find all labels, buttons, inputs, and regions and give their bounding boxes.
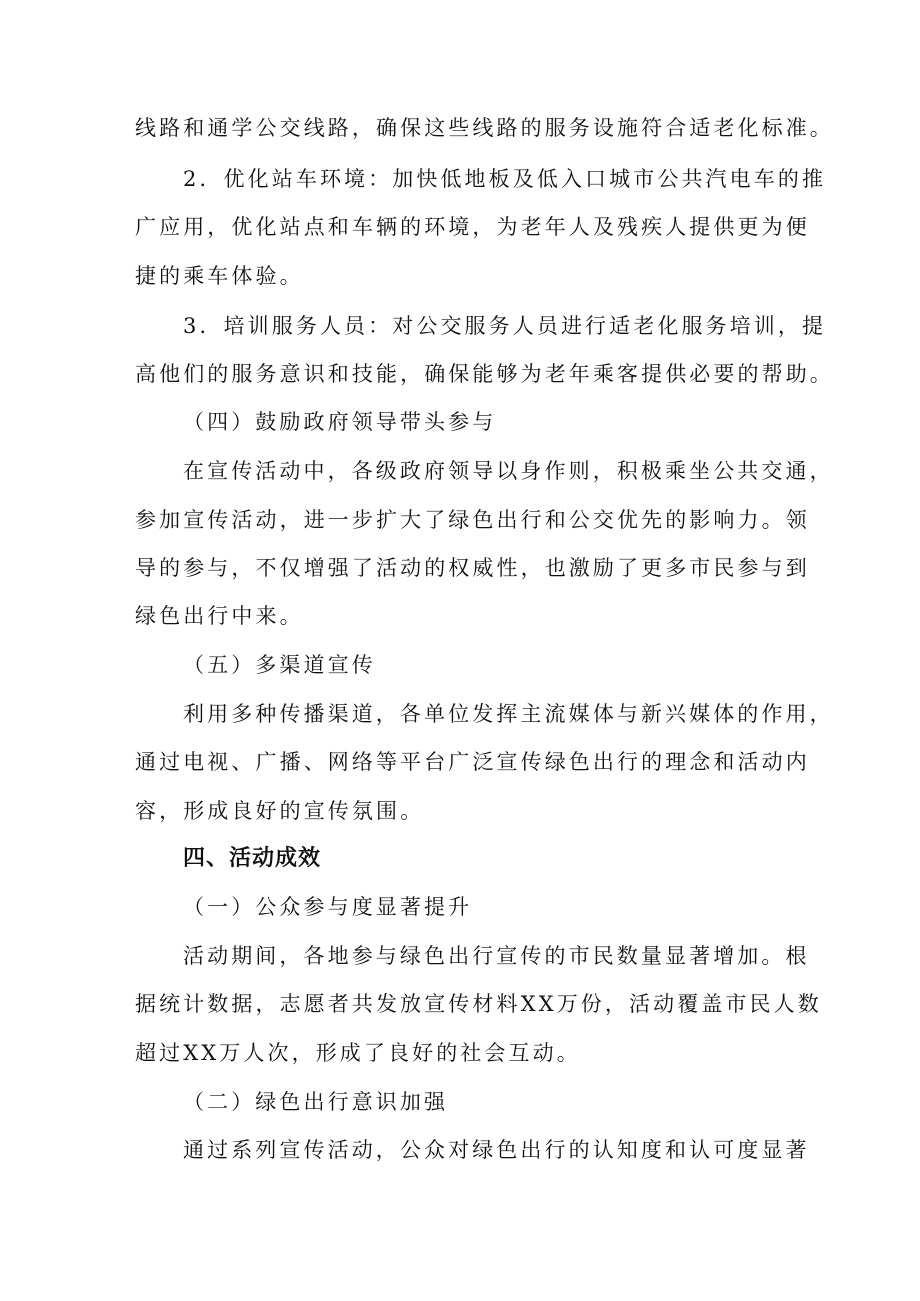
subsection-heading-2: （二）绿色出行意识加强 [183,1090,449,1114]
paragraph-first-line: 活动期间，各地参与绿色出行宣传的市民数量显著增加。根 [183,944,810,968]
section-heading: 四、活动成效 [183,846,322,871]
list-item-2: 2．优化站车环境：加快低地板及低入口城市公共汽电车的推 [183,167,827,191]
subsection-heading-4: （四）鼓励政府领导带头参与 [183,410,497,434]
paragraph-first-line: 通过系列宣传活动，公众对绿色出行的认知度和认可度显著 [183,1138,810,1162]
body-text-line: 导的参与，不仅增强了活动的权威性，也激励了更多市民参与到 [135,556,810,580]
subsection-heading-1: （一）公众参与度显著提升 [183,895,473,919]
body-text-line: 捷的乘车体验。 [135,264,304,288]
body-text-line: 容，形成良好的宣传氛围。 [135,799,425,823]
body-text-line: 超过XX万人次，形成了良好的社会互动。 [135,1041,581,1065]
body-text-line: 通过电视、广播、网络等平台广泛宣传绿色出行的理念和活动内 [135,750,810,774]
body-text-line: 广应用，优化站点和车辆的环境，为老年人及残疾人提供更为便 [135,215,810,239]
list-item-3: 3．培训服务人员：对公交服务人员进行适老化服务培训，提 [183,314,827,338]
body-text-line: 高他们的服务意识和技能，确保能够为老年乘客提供必要的帮助。 [135,362,834,386]
body-text-line: 绿色出行中来。 [135,604,304,628]
subsection-heading-5: （五）多渠道宣传 [183,653,376,677]
body-text-line: 线路和通学公交线路，确保这些线路的服务设施符合适老化标准。 [135,116,834,140]
body-text-line: 据统计数据，志愿者共发放宣传材料XX万份，活动覆盖市民人数 [135,992,822,1016]
paragraph-first-line: 利用多种传播渠道，各单位发挥主流媒体与新兴媒体的作用， [183,702,834,726]
paragraph-first-line: 在宣传活动中，各级政府领导以身作则，积极乘坐公共交通， [183,459,834,483]
body-text-line: 参加宣传活动，进一步扩大了绿色出行和公交优先的影响力。领 [135,508,810,532]
